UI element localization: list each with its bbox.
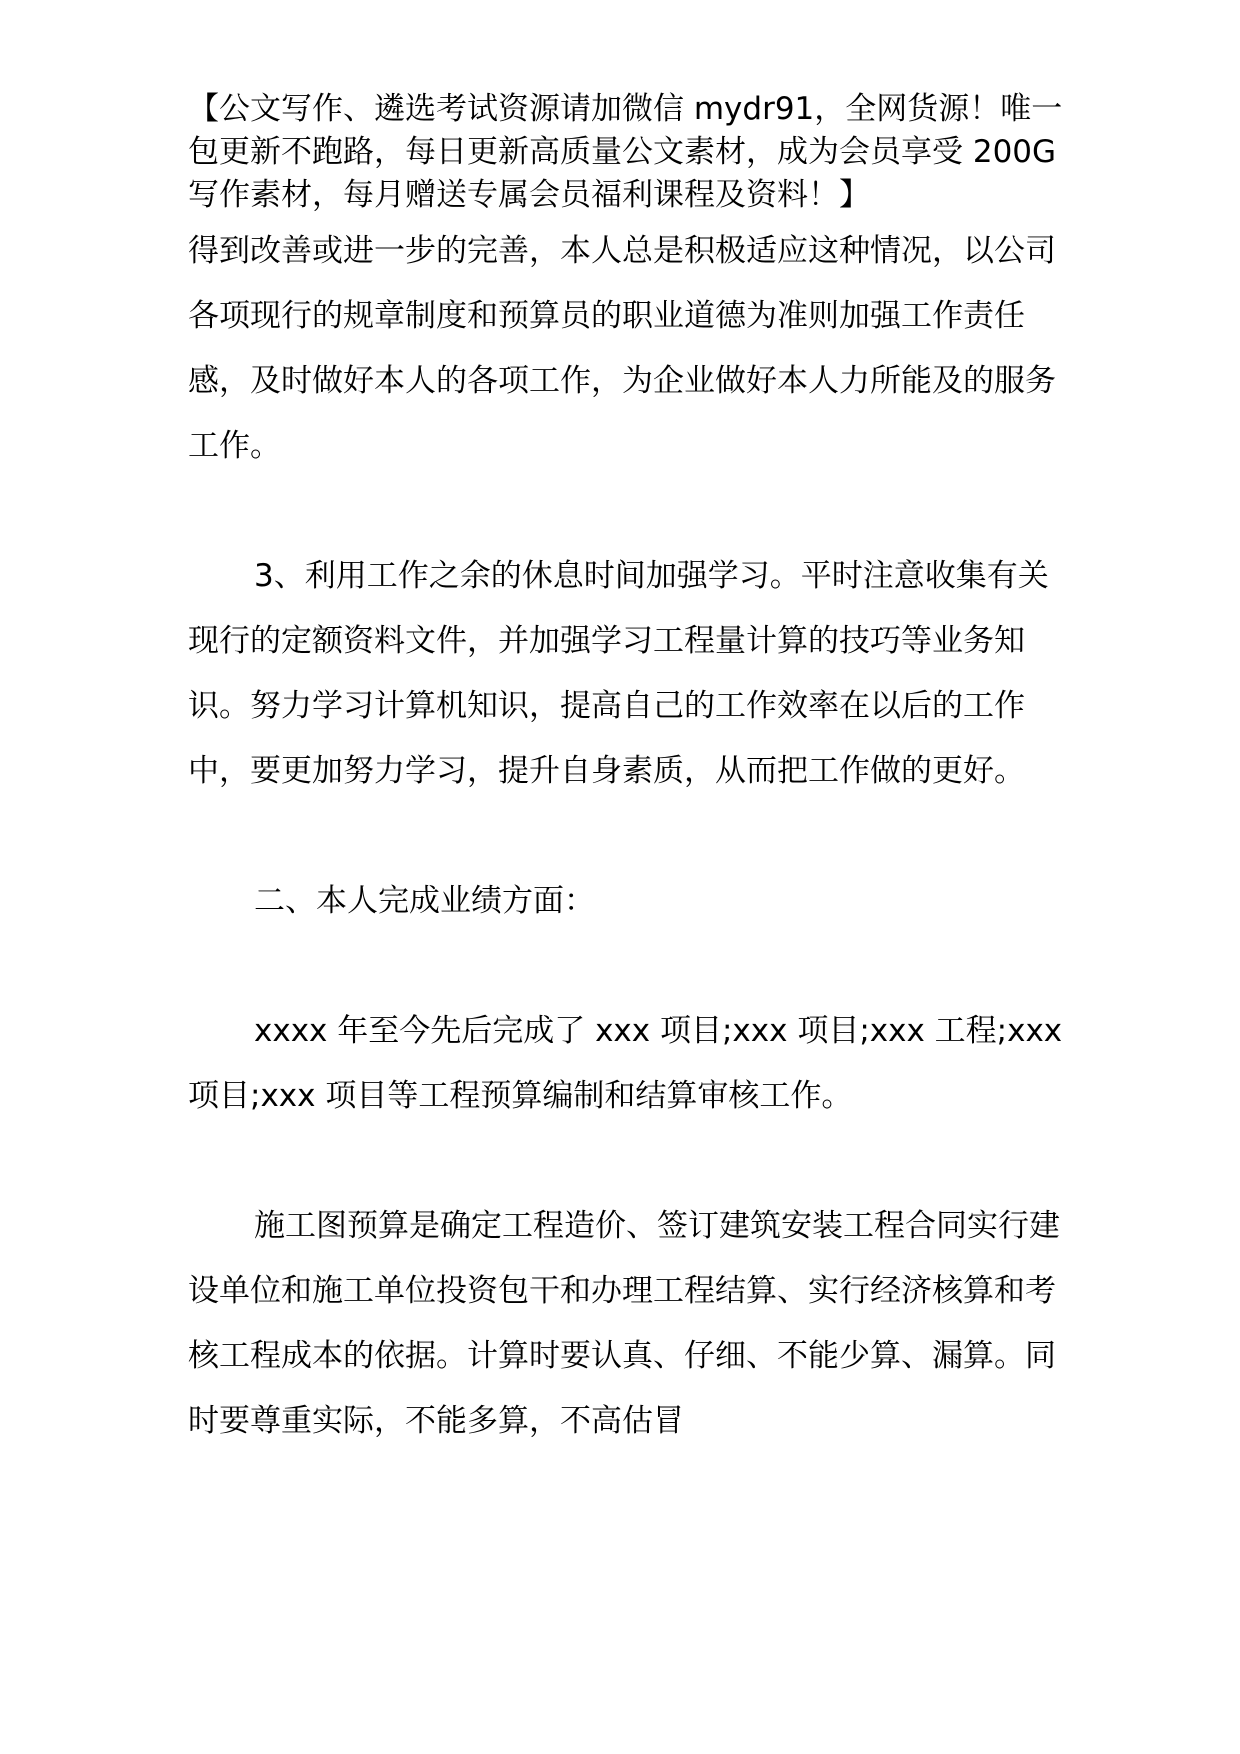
promo-banner: 【公文写作、遴选考试资源请加微信 mydr91，全网货源！唯一包更新不跑路，每日更新高质量公文素材，成为会员享受 200G 写作素材，每月赠送专属会员福利课程及资料！】 xyxy=(188,91,1063,213)
paragraph-budget: 施工图预算是确定工程造价、签订建筑安装工程合同实行建设单位和施工单位投资包干和办理工程结算、实行经济核算和考核工程成本的依据。计算时要认真、仔细、不能少算、漏算。同时要尊重实际，不能多算，不高估冒 xyxy=(188,1208,1060,1439)
paragraph-gap xyxy=(188,1129,1068,1194)
paragraph-gap xyxy=(188,934,1068,999)
paragraph-continued: 得到改善或进一步的完善，本人总是积极适应这种情况，以公司各项现行的规章制度和预算员的职业道德为准则加强工作责任感，及时做好本人的各项工作，为企业做好本人力所能及的服务工作。 xyxy=(188,233,1056,464)
paragraph-study: 3、利用工作之余的休息时间加强学习。平时注意收集有关现行的定额资料文件，并加强学习工程量计算的技巧等业务知识。努力学习计算机知识，提高自己的工作效率在以后的工作中，要更加努力学习，提升自身素质，从而把工作做的更好。 xyxy=(188,558,1049,789)
paragraph-gap xyxy=(188,479,1068,544)
section-heading-achievements: 二、本人完成业绩方面： xyxy=(254,883,595,919)
paragraph-gap xyxy=(188,804,1068,869)
page-content xyxy=(188,88,1068,1454)
paragraph-projects: xxxx 年至今先后完成了 xxx 项目;xxx 项目;xxx 工程;xxx 项目;xxx 项目等工程预算编制和结算审核工作。 xyxy=(188,1013,1063,1114)
